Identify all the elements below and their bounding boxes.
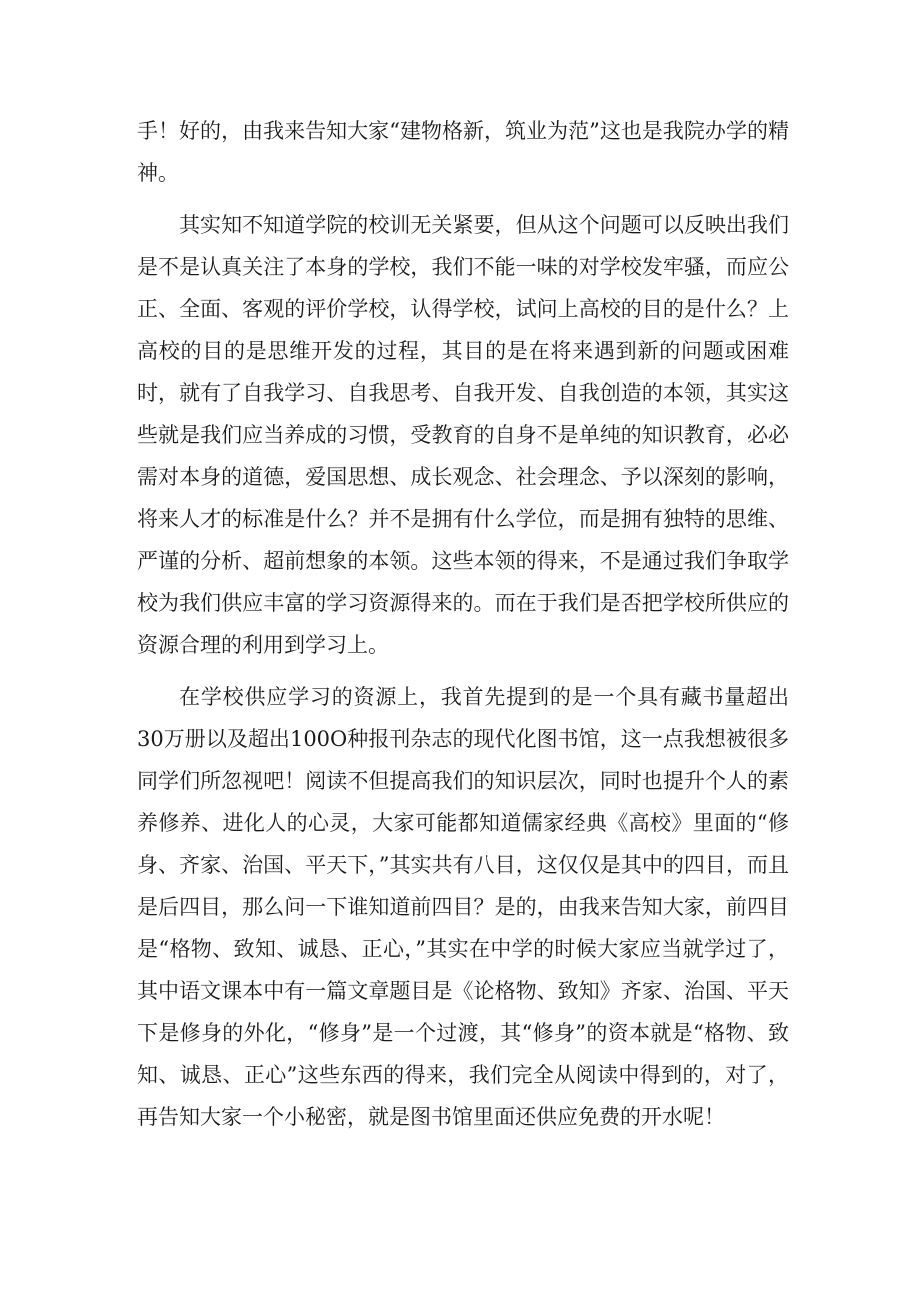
paragraph-library-resources: 在学校供应学习的资源上，我首先提到的是一个具有藏书量超出30万册以及超出100O种报刊杂志的现代化图书馆，这一点我想被很多同学们所忽视吧！阅读不但提高我们的知识层次，同时也提升个人的素养修养、进化人的心灵，大家可能都知道儒家经典《高校》里面的“修身、齐家、治国、平天下，”其实共有八目，这仅仅是其中的四目，而且是后四目，那么问一下谁知道前四目？是的，由我来告知大家，前四目是“格物、致知、诚恳、正心，”其实在中学的时候大家应当就学过了，其中语文课本中有一篇文章题目是《论格物、致知》齐家、治国、平天下是修身的外化，“修身”是一个过渡，其“修身”的资本就是“格物、致知、诚恳、正心”这些东西的得来，我们完全从阅读中得到的，对了，再告知大家一个小秘密，就是图书馆里面还供应免费的开水呢！ bbox=[137, 685, 789, 1129]
document-page bbox=[137, 110, 789, 1138]
paragraph-school-motto: 其实知不知道学院的校训无关紧要，但从这个问题可以反映出我们是不是认真关注了本身的学校，我们不能一味的对学校发牢骚，而应公正、全面、客观的评价学校，认得学校，试问上高校的目的是什么？上高校的目的是思维开发的过程，其目的是在将来遇到新的问题或困难时，就有了自我学习、自我思考、自我开发、自我创造的本领，其实这些就是我们应当养成的习惯，受教育的自身不是单纯的知识教育，必必需对本身的道德，爱国思想、成长观念、社会理念、予以深刻的影响，将来人才的标准是什么？并不是拥有什么学位，而是拥有独特的思维、严谨的分析、超前想象的本领。这些本领的得来，不是通过我们争取学校为我们供应丰富的学习资源得来的。而在于我们是否把学校所供应的资源合理的利用到学习上。 bbox=[137, 213, 789, 657]
paragraph-continuation: 手！好的，由我来告知大家“建物格新，筑业为范”这也是我院办学的精神。 bbox=[137, 119, 789, 185]
